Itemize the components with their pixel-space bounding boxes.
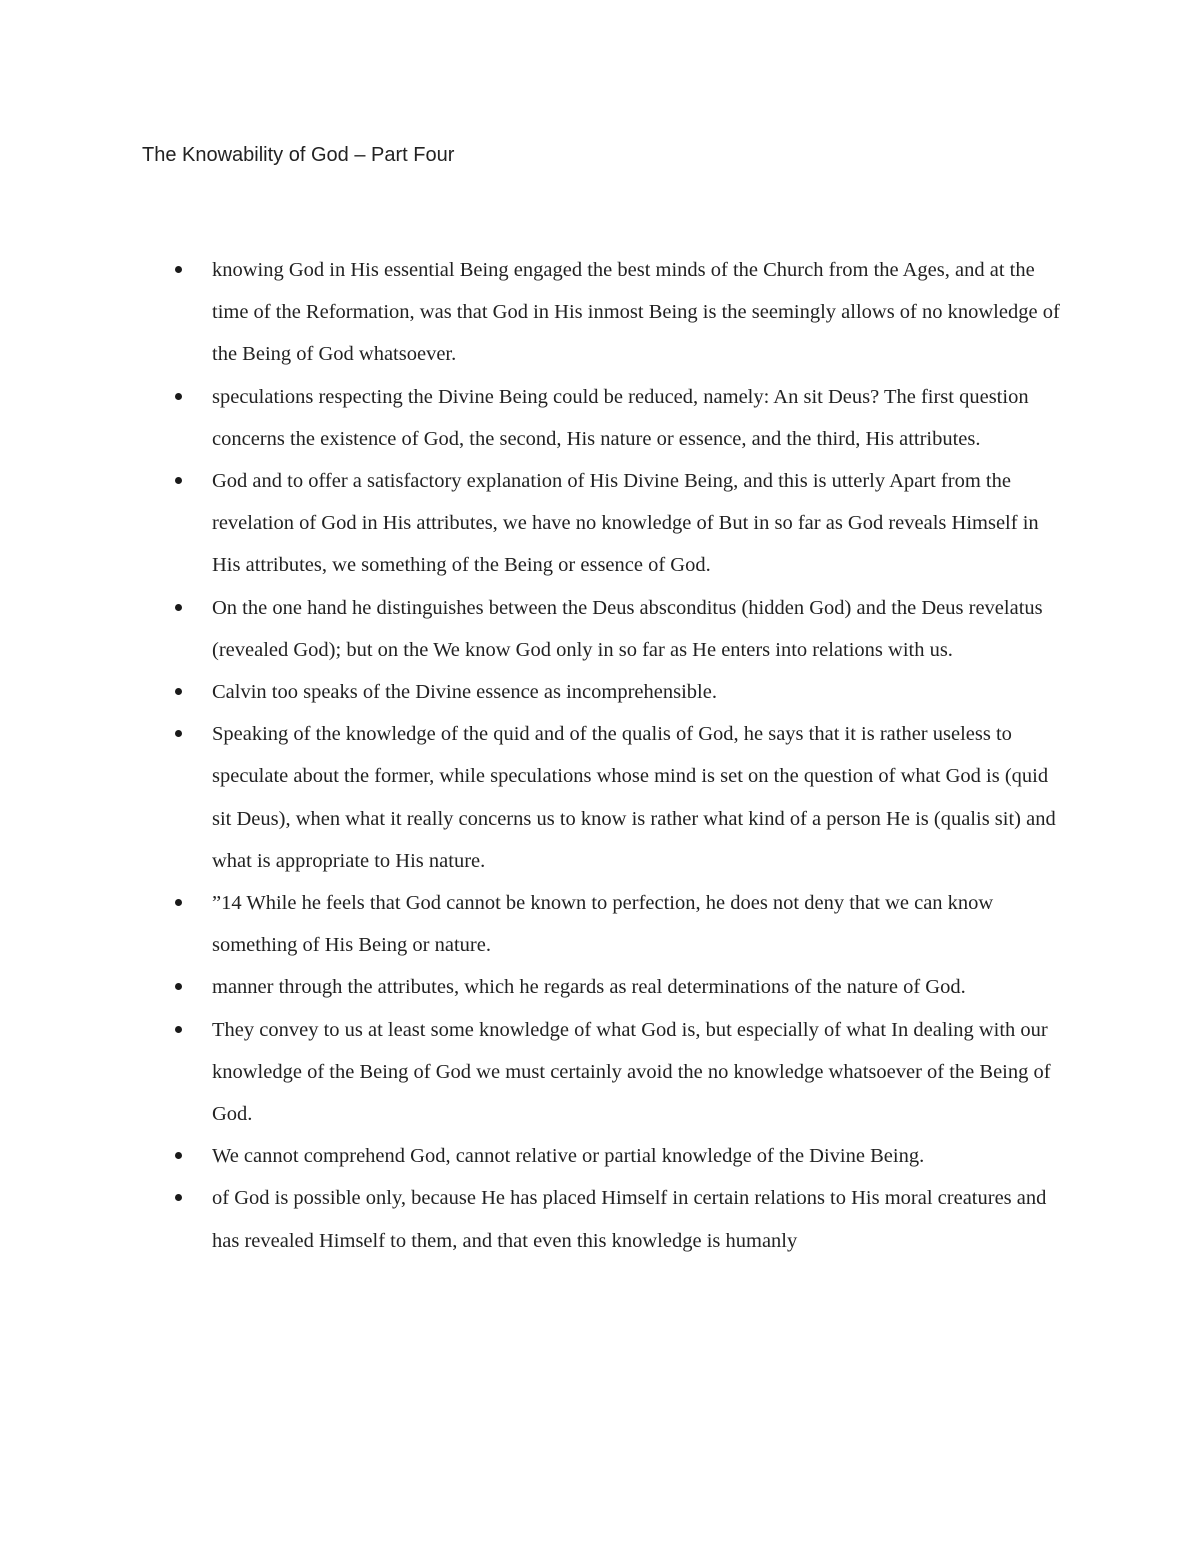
list-item-text: Calvin too speaks of the Divine essence as incomprehensible. <box>212 681 717 704</box>
bullet-icon <box>175 899 182 906</box>
bullet-icon <box>175 983 182 990</box>
bullet-icon <box>175 688 182 695</box>
list-item-text: We cannot comprehend God, cannot relative or partial knowledge of the Divine Being. <box>212 1145 925 1168</box>
list-item-text: They convey to us at least some knowledge of what God is, but especially of what In dealing with our knowledge of the Being of God we must certainly avoid the no knowledge whatsoever of the Being of God. <box>212 1018 1051 1126</box>
list-item <box>172 460 1072 587</box>
list-item <box>172 1177 1072 1261</box>
bullet-icon <box>175 1152 182 1159</box>
bullet-icon <box>175 393 182 400</box>
list-item-text: Speaking of the knowledge of the quid and of the qualis of God, he says that it is rather useless to speculate about the former, while speculations whose mind is set on the question of what God is (quid sit Deus), when what it really concerns us to know is rather what kind of a person He is (qualis sit) and what is appropriate to His nature. <box>212 723 1056 872</box>
bullet-list <box>172 249 1072 1262</box>
list-item <box>172 671 1072 713</box>
list-item <box>172 966 1072 1008</box>
bullet-icon <box>175 1194 182 1201</box>
list-item <box>172 1135 1072 1177</box>
list-item-text: manner through the attributes, which he regards as real determinations of the nature of God. <box>212 976 966 999</box>
list-item <box>172 882 1072 966</box>
list-item <box>172 587 1072 671</box>
bullet-icon <box>175 477 182 484</box>
list-item-text: speculations respecting the Divine Being could be reduced, namely: An sit Deus? The first question concerns the existence of God, the second, His nature or essence, and the third, His attributes. <box>212 385 1029 450</box>
bullet-icon <box>175 604 182 611</box>
list-item-text: knowing God in His essential Being engaged the best minds of the Church from the Ages, and at the time of the Reformation, was that God in His inmost Being is the seemingly allows of no knowledge of the Being of God whatsoever. <box>212 259 1060 366</box>
list-item-text: On the one hand he distinguishes between the Deus absconditus (hidden God) and the Deus revelatus (revealed God); but on the We know God only in so far as He enters into relations with us. <box>212 596 1043 661</box>
bullet-icon <box>175 1026 182 1033</box>
document-title: The Knowability of God – Part Four <box>142 144 455 166</box>
bullet-icon <box>175 730 182 737</box>
bullet-icon <box>175 266 182 273</box>
list-item <box>172 713 1072 882</box>
list-item-text: ”14 While he feels that God cannot be known to perfection, he does not deny that we can know something of His Being or nature. <box>212 892 994 957</box>
list-item <box>172 1009 1072 1136</box>
list-item-text: God and to offer a satisfactory explanation of His Divine Being, and this is utterly Apart from the revelation of God in His attributes, we have no knowledge of But in so far as God reveals Himself in His attributes, we something of the Being or essence of God. <box>212 470 1039 577</box>
list-item-text: of God is possible only, because He has placed Himself in certain relations to His moral creatures and has revealed Himself to them, and that even this knowledge is humanly <box>212 1187 1047 1252</box>
list-item <box>172 249 1072 376</box>
list-item <box>172 376 1072 460</box>
